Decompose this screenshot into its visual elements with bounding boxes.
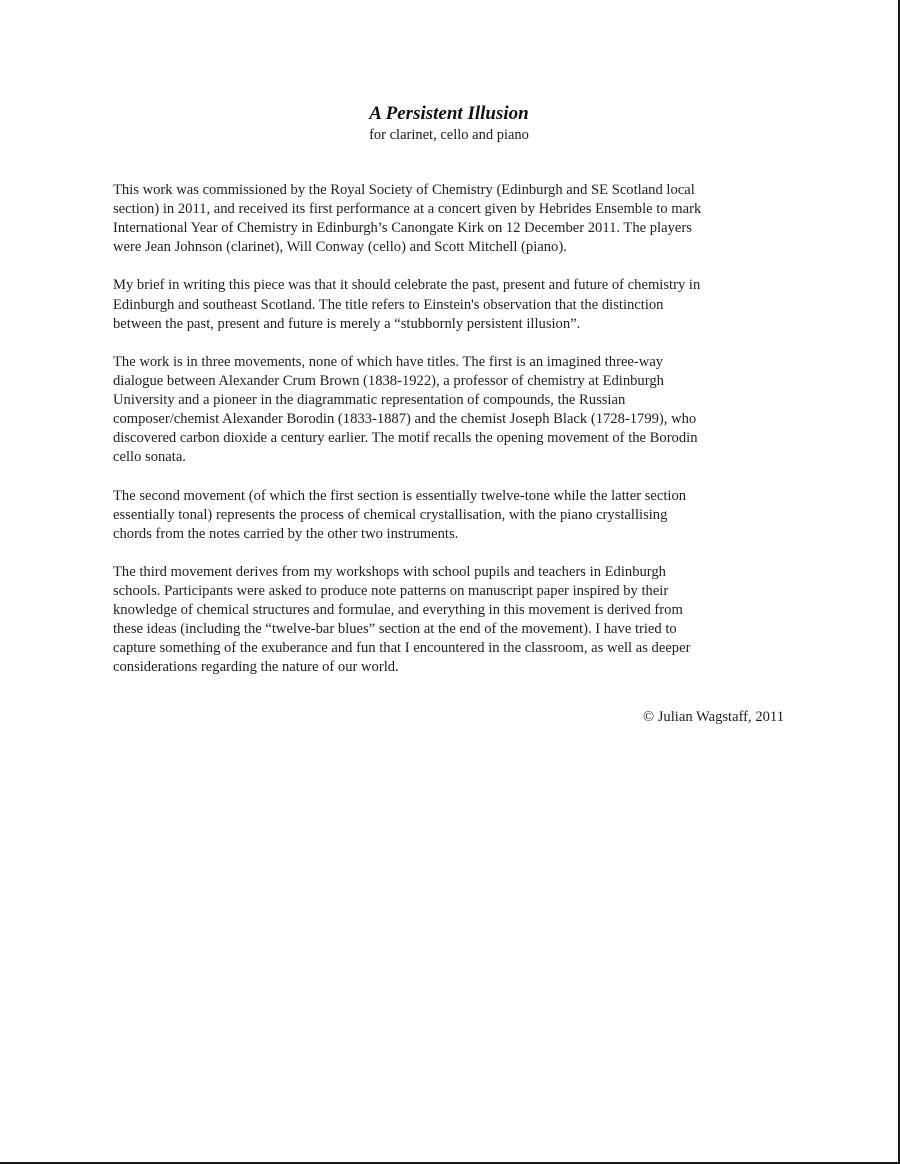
paragraph-line: My brief in writing this piece was that it should celebrate the past, present and future of chemistry in: [113, 277, 701, 294]
paragraph-line: essentially tonal) represents the process of chemical crystallisation, with the piano crystallising: [113, 506, 668, 523]
document-body: [113, 181, 785, 697]
paragraph-line: Edinburgh and southeast Scotland. The title refers to Einstein's observation that the distinction: [113, 296, 664, 313]
paragraph-line: capture something of the exuberance and fun that I encountered in the classroom, as well as deeper: [113, 640, 691, 657]
paragraph-second-movement: [113, 487, 785, 544]
paragraph-line: cello sonata.: [113, 449, 186, 466]
paragraph-line: chords from the notes carried by the other two instruments.: [113, 525, 459, 542]
paragraph-line: The second movement (of which the first section is essentially twelve-tone while the latter section: [113, 487, 687, 504]
paragraph-line: were Jean Johnson (clarinet), Will Conway (cello) and Scott Mitchell (piano).: [113, 239, 567, 256]
paragraph-line: This work was commissioned by the Royal Society of Chemistry (Edinburgh and SE Scotland local: [113, 182, 695, 198]
paragraph-line: International Year of Chemistry in Edinburgh’s Canongate Kirk on 12 December 2011. The players: [113, 220, 692, 237]
paragraph-line: knowledge of chemical structures and formulae, and everything in this movement is derived from: [113, 602, 683, 619]
paragraph-line: schools. Participants were asked to produce note patterns on manuscript paper inspired by their: [113, 582, 669, 599]
document-title: A Persistent Illusion: [369, 103, 529, 124]
paragraph-line: The third movement derives from my workshops with school pupils and teachers in Edinburgh: [113, 563, 666, 580]
paragraph-first-movement: [113, 353, 785, 468]
paragraph-line: section) in 2011, and received its first performance at a concert given by Hebrides Ensemble to mark: [113, 201, 702, 218]
paragraph-brief: [113, 276, 785, 333]
paragraph-line: composer/chemist Alexander Borodin (1833-1887) and the chemist Joseph Black (1728-1799), who: [113, 411, 697, 428]
paragraph-line: between the past, present and future is merely a “stubbornly persistent illusion”.: [113, 315, 581, 332]
paragraph-line: these ideas (including the “twelve-bar blues” section at the end of the movement). I have tried to: [113, 621, 677, 638]
paragraph-line: dialogue between Alexander Crum Brown (1838-1922), a professor of chemistry at Edinburgh: [113, 372, 664, 389]
paragraph-line: University and a pioneer in the diagrammatic representation of compounds, the Russian: [113, 392, 626, 409]
paragraph-commission: [113, 181, 785, 257]
paragraph-line: discovered carbon dioxide a century earlier. The motif recalls the opening movement of the Borodin: [113, 430, 698, 447]
paragraph-third-movement: [113, 563, 785, 678]
copyright-signature: © Julian Wagstaff, 2011: [643, 709, 784, 725]
paragraph-line: considerations regarding the nature of our world.: [113, 659, 399, 676]
title-block: [0, 103, 898, 144]
paragraph-line: The work is in three movements, none of which have titles. The first is an imagined three-way: [113, 353, 664, 370]
document-subtitle: for clarinet, cello and piano: [369, 127, 529, 143]
